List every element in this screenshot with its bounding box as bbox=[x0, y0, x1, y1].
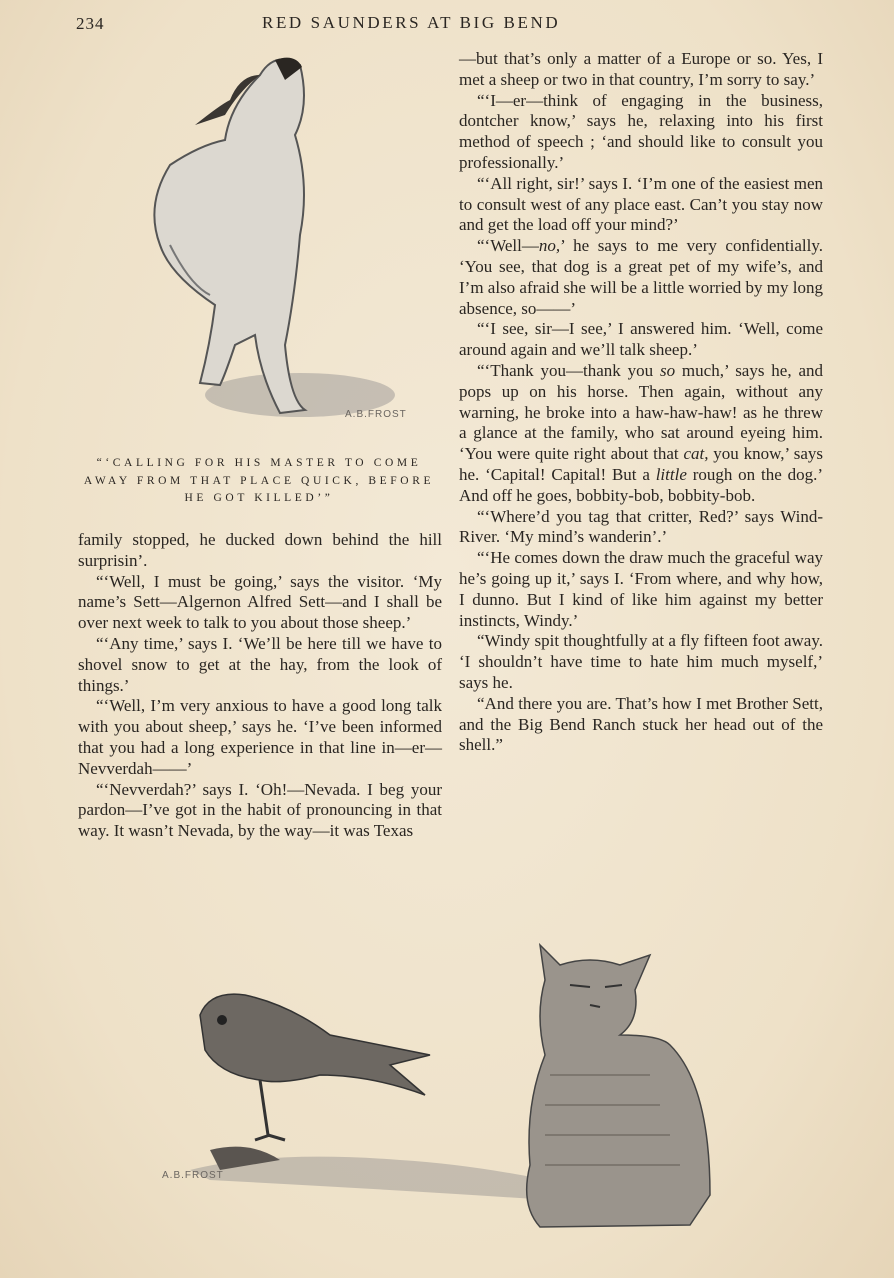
text-segment: “‘Where’d you tag that critter, Red?’ says Wind-River. ‘My mind’s wanderin’.’ bbox=[459, 506, 823, 547]
paragraph bbox=[78, 634, 442, 696]
text-segment: family stopped, he ducked down behind the hill surprisin’. bbox=[78, 530, 442, 570]
text-segment: much,’ says he, and pops up on his horse. Then again, without any warning, he broke into a haw-haw-haw! as he threw a glance at the family, who sat around eyeing him. ‘You were quite right about that bbox=[459, 360, 823, 464]
text-segment: “‘Any time,’ says I. ‘We’ll be here till we have to shovel snow to get at the hay, from the look of things.’ bbox=[78, 633, 442, 695]
text-segment: ’ he says to me very confidentially. ‘You see, that dog is a great pet of my wife’s, and I’m also afraid she will be a little worried by my long absence, so——’ bbox=[459, 236, 823, 318]
text-segment: “Windy spit thoughtfully at a fly fifteen foot away. ‘I shouldn’t have time to hate him much myself,’ says he. bbox=[459, 631, 823, 692]
text-segment: “‘Nevverdah?’ says I. ‘Oh!—Nevada. I beg your pardon—I’ve got in the habit of pronouncing in that way. It wasn’t Nevada, by the way—it was Texas bbox=[78, 779, 442, 841]
text-segment: “‘All right, sir!’ says I. ‘I’m one of the easiest men to consult west of any place east. Can’t you stay now and get the load off your mind?’ bbox=[459, 173, 823, 235]
paragraph bbox=[459, 174, 823, 236]
text-segment: “‘Well— bbox=[477, 236, 539, 256]
owl-cat-signature: A.B.FROST bbox=[162, 1170, 224, 1181]
paragraph bbox=[78, 696, 442, 779]
paragraph bbox=[459, 548, 823, 631]
italic-text: so bbox=[659, 360, 676, 380]
paragraph bbox=[459, 507, 823, 549]
paragraph bbox=[459, 49, 823, 91]
owl bbox=[200, 994, 430, 1140]
paragraph bbox=[459, 694, 823, 756]
cat bbox=[527, 945, 710, 1227]
owl-and-cat-illustration bbox=[150, 935, 750, 1240]
paragraph bbox=[78, 780, 442, 842]
text-segment: —but that’s only a matter of a Europe or so. Yes, I met a sheep or two in that country, I’m sorry to say.’ bbox=[459, 49, 823, 89]
text-segment: you know,’ says he. ‘Capital! Capital! But a bbox=[459, 444, 823, 484]
paragraph bbox=[459, 91, 823, 174]
paragraph bbox=[78, 530, 442, 572]
dog-illustration bbox=[110, 45, 420, 435]
paragraph bbox=[78, 572, 442, 634]
text-segment: “‘I see, sir—I see,’ I answered him. ‘Well, come around again and we’ll talk sheep.’ bbox=[459, 319, 823, 360]
paragraph bbox=[459, 361, 823, 507]
text-segment: rough on the dog.’ And off he goes, bobbity-bob, bobbity-bob. bbox=[459, 464, 824, 505]
running-title: RED SAUNDERS AT BIG BEND bbox=[262, 13, 561, 32]
paragraph bbox=[459, 319, 823, 361]
italic-text: cat, bbox=[683, 444, 709, 464]
italic-text: little bbox=[655, 464, 687, 484]
dog-signature: A.B.FROST bbox=[345, 409, 407, 420]
paragraph bbox=[459, 236, 823, 319]
text-segment: “And there you are. That’s how I met Brother Sett, and the Big Bend Ranch stuck her head out of the shell.” bbox=[459, 693, 823, 755]
italic-text: no, bbox=[538, 236, 561, 256]
text-segment: “‘He comes down the draw much the graceful way he’s going up it,’ says I. ‘From where, and why how, I dunno. But I kind of like him against my better instincts, Windy.’ bbox=[459, 548, 823, 630]
paragraph bbox=[459, 631, 823, 693]
text-segment: “‘Thank you—thank you bbox=[477, 360, 660, 380]
page-number: 234 bbox=[76, 14, 105, 33]
text-segment: “‘Well, I’m very anxious to have a good long talk with you about sheep,’ says he. ‘I’ve been informed that you had a long experience in that line in—er—Nevverdah——’ bbox=[78, 696, 442, 778]
dog-caption: “‘CALLING FOR HIS MASTER TO COME AWAY FROM THAT PLACE QUICK, BEFORE HE GOT KILLED’” bbox=[83, 457, 435, 504]
text-segment: “‘I—er—think of engaging in the business, dontcher know,’ says he, relaxing into his first method of speech ; ‘and should like to consult you professionally.’ bbox=[459, 90, 823, 172]
text-segment: “‘Well, I must be going,’ says the visitor. ‘My name’s Sett—Algernon Alfred Sett—and I shall be over next week to talk to you about those sheep.’ bbox=[78, 571, 442, 633]
right-text-column bbox=[459, 49, 823, 756]
left-text-column bbox=[78, 530, 442, 842]
